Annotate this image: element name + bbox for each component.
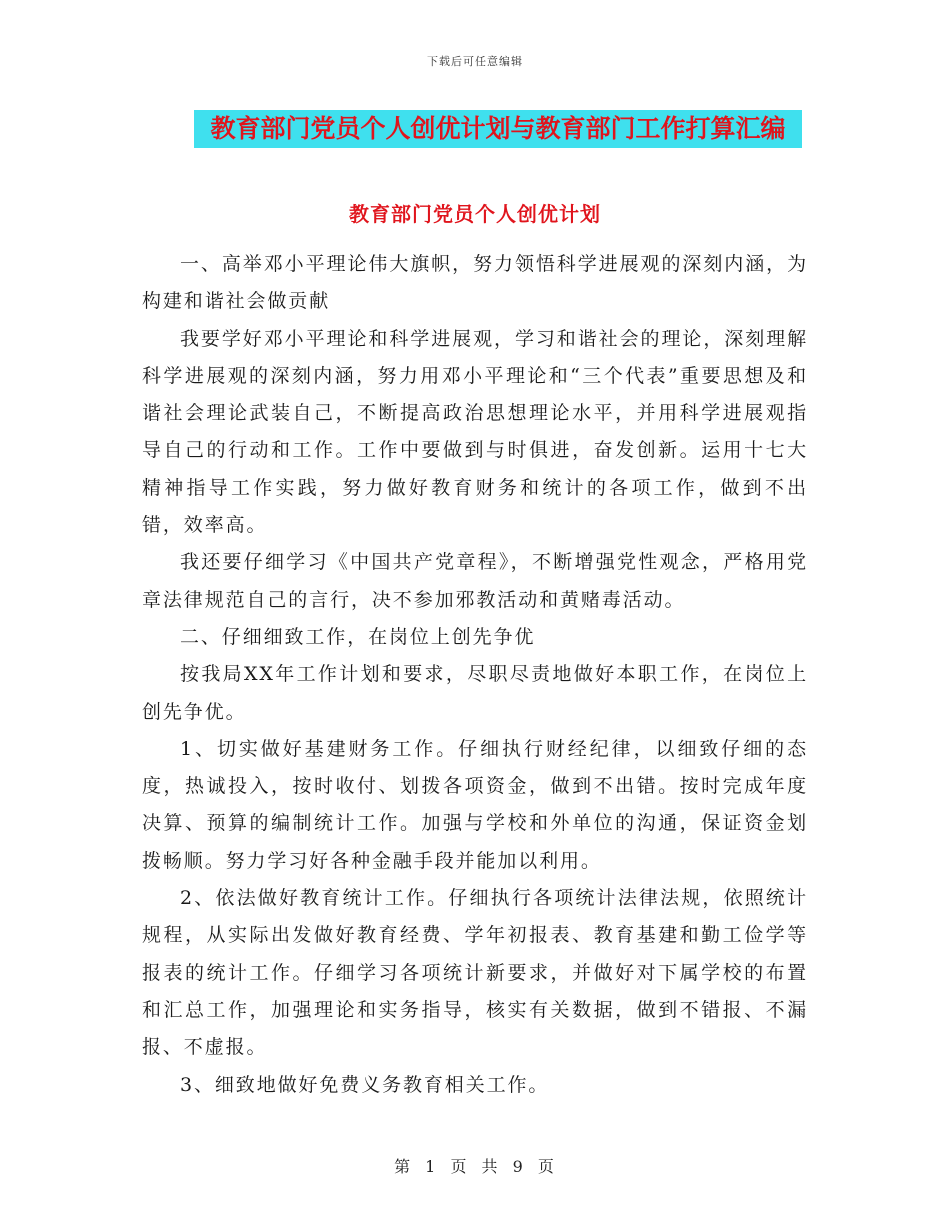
main-title-highlight [194, 110, 802, 148]
paragraph: 按我局XX年工作计划和要求，尽职尽责地做好本职工作，在岗位上创先争优。 [142, 663, 808, 723]
paragraph: 3、细致地做好免费义务教育相关工作。 [180, 1073, 550, 1096]
document-body [142, 246, 808, 1104]
paragraph: 二、仔细细致工作，在岗位上创先争优 [180, 625, 536, 648]
paragraph: 2、依法做好教育统计工作。仔细执行各项统计法律法规，依照统计规程，从实际出发做好教育经费、学年初报表、教育基建和勤工俭学等报表的统计工作。仔细学习各项统计新要求，并做好对下属学校的布置和汇总工作，加强理论和实务指导，核实有关数据，做到不错报、不漏报、不虚报。 [142, 887, 808, 1059]
section-title: 教育部门党员个人创优计划 [349, 202, 601, 226]
paragraph: 我还要仔细学习《中国共产党章程》，不断增强党性观念，严格用党章法律规范自己的言行，决不参加邪教活动和黄赌毒活动。 [142, 551, 808, 611]
paragraph: 一、高举邓小平理论伟大旗帜，努力领悟科学进展观的深刻内涵，为构建和谐社会做贡献 [142, 253, 808, 313]
page-header-note: 下载后可任意编辑 [427, 55, 523, 68]
paragraph: 1、切实做好基建财务工作。仔细执行财经纪律，以细致仔细的态度，热诚投入，按时收付、划拨各项资金，做到不出错。按时完成年度决算、预算的编制统计工作。加强与学校和外单位的沟通，保证资金划拨畅顺。努力学习好各种金融手段并能加以利用。 [142, 737, 808, 872]
main-title: 教育部门党员个人创优计划与教育部门工作打算汇编 [210, 114, 786, 143]
page-number-footer: 第 1 页 共 9 页 [394, 1157, 556, 1176]
paragraph: 我要学好邓小平理论和科学进展观，学习和谐社会的理论，深刻理解科学进展观的深刻内涵，努力用邓小平理论和“三个代表”重要思想及和谐社会理论武装自己，不断提高政治思想理论水平，并用科学进展观指导自己的行动和工作。工作中要做到与时俱进，奋发创新。运用十七大精神指导工作实践，努力做好教育财务和统计的各项工作，做到不出错，效率高。 [142, 327, 808, 537]
